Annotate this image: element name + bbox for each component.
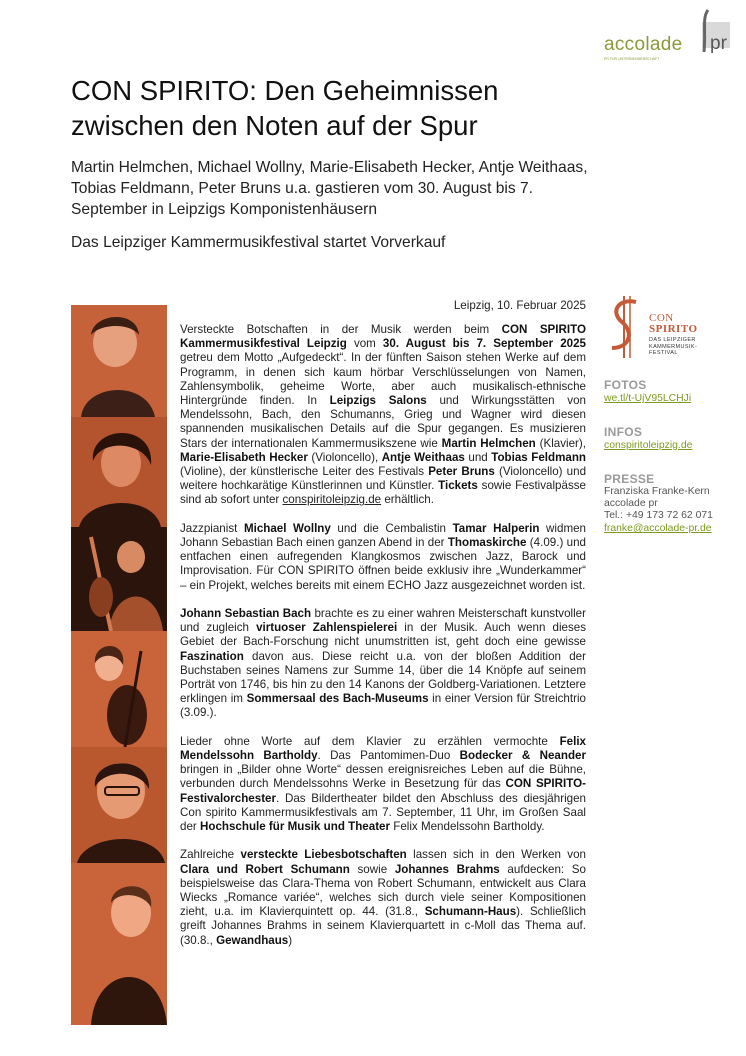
infos-heading: INFOS xyxy=(604,425,643,439)
presse-heading: PRESSE xyxy=(604,472,655,486)
logo-word: accolade xyxy=(604,34,683,55)
artist-photo xyxy=(71,747,167,863)
artist-photo xyxy=(71,417,167,527)
contact-sidebar xyxy=(604,296,740,535)
artist-photo xyxy=(71,527,167,631)
accolade-pr-logo xyxy=(604,6,736,62)
presse-email[interactable]: franke@accolade-pr.de xyxy=(604,523,712,534)
press-release-body xyxy=(180,323,586,962)
cs-logo-line2: SPIRITO xyxy=(649,323,698,335)
con-spirito-glyph-icon xyxy=(604,296,646,358)
artist-photo xyxy=(71,305,167,417)
paragraph: Versteckte Botschaften in der Musik werden beim CON SPIRITO Kammermusikfestival Leipzig vom 30. August bis 7. September 2025 getreu dem Motto „Aufgedeckt“. In der fünften Saison stehen Werke auf dem Programm, in denen sich kaum hörbar Verschlüsselungen von Namen, Zahlensymbolik, geheime Worte, aber auch musikalisch-ethnische Hintergründe finden. In Leipzigs Salons und Wirkungsstätten von Mendelssohn, Bach, den Schumanns, Grieg und Wagner wird diesen spannenden musikalischen Details auf die Spur gegangen. Es musizieren Stars der internationalen Kammermusikszene wie Martin Helmchen (Klavier), Marie-Elisabeth Hecker (Violoncello), Antje Weithaas und Tobias Feldmann (Violine), der künstlerische Leiter des Festivals Peter Bruns (Violoncello) und weitere hochkarätige Künstlerinnen und Künstler. Tickets sowie Festivalpässe sind ab sofort unter conspiritoleipzig.de erhältlich. xyxy=(180,323,587,507)
presse-org: accolade pr xyxy=(604,498,658,509)
fotos-link[interactable]: we.tl/t-UjV95LCHJi xyxy=(604,393,692,404)
artist-photo xyxy=(71,631,167,747)
artist-photo xyxy=(71,863,167,1025)
paragraph: Lieder ohne Worte auf dem Klavier zu erzählen vermochte Felix Mendelssohn Bartholdy. Das Pantomimen-Duo Bodecker & Neander bringen in „Bilder ohne Worte“ dessen ereignisreiches Leben auf die Bühne, verbunden durch Mendelssohns Werke in Besetzung für das CON SPIRITO-Festivalorchester. Das Bildertheater bildet den Abschluss des diesjährigen Con spirito Kammermusikfestivals am 7. September, 11 Uhr, im Großen Saal der Hochschule für Musik und Theater Felix Mendelssohn Bartholdy. xyxy=(180,734,586,834)
logo-tagline: PR FÜR UNTERNEHMERSCHAFT xyxy=(604,57,660,61)
paragraph: Johann Sebastian Bach brachte es zu einer wahren Meisterschaft kunstvoller und zugleich virtuoser Zahlenspielerei in der Musik. Auch wenn dieses Gebiet der Bach-Forschung nicht unumstritten ist, geht doch eine gewisse Faszination davon aus. Diese reicht u.a. von der bloßen Addition der Buchstaben seines Namens zur Summe 14, über die 14 Knöpfe auf seinem Porträt von 1746, bis hin zu den 14 Kanons der Goldberg-Variationen. Letztere erklingen im Sommersaal des Bach-Museums in einer Version für Streichtrio (3.09.). xyxy=(180,607,587,720)
infos-link[interactable]: conspiritoleipzig.de xyxy=(604,440,693,451)
tagline: Das Leipziger Kammermusikfestival startet Vorverkauf xyxy=(71,234,446,251)
paragraph: Zahlreiche versteckte Liebesbotschaften lassen sich in den Werken von Clara und Robert Schumann sowie Johannes Brahms aufdecken: So beispielsweise das Clara-Thema von Robert Schumann, entwickelt aus Clara Wiecks „Romance variée“, welches sich durch viele seiner Kompositionen zieht, u.a. im Klavierquintett op. 44. (31.8., Schumann-Haus). Schließlich greift Johannes Brahms in seinem Klavierquartett in c-Moll das Thema auf. (30.8., Gewandhaus) xyxy=(180,848,586,947)
con-spirito-logo xyxy=(604,296,740,358)
artist-photo-strip xyxy=(71,305,167,1025)
cs-logo-line1: CON xyxy=(649,312,674,324)
ticket-link[interactable]: conspiritoleipzig.de xyxy=(282,493,382,507)
logo-pr: pr xyxy=(710,33,727,54)
cs-logo-line3: DAS LEIPZIGER KAMMERMUSIK-FESTIVAL xyxy=(649,337,698,356)
paragraph: Jazzpianist Michael Wollny und die Cembalistin Tamar Halperin widmen Johann Sebastian Bach einen ganzen Abend in der Thomaskirche (4.09.) und entfachen einen aufregenden Klangkosmos zwischen Jazz, Barock und Improvisation. Für CON SPIRITO öffnen beide exklusiv ihre „Wunderkammer“ – ein Projekt, welches bereits mit einem ECHO Jazz ausgezeichnet worden ist. xyxy=(180,521,586,592)
subtitle: Martin Helmchen, Michael Wollny, Marie-Elisabeth Hecker, Antje Weithaas, Tobias Feldmann, Peter Bruns u.a. gastieren vom 30. August bis 7. September in Leipzigs Komponistenhäusern xyxy=(71,159,588,218)
presse-tel: Tel.: +49 173 72 62 071 xyxy=(604,510,713,521)
fotos-heading: FOTOS xyxy=(604,378,647,392)
presse-name: Franziska Franke-Kern xyxy=(604,486,710,497)
dateline: Leipzig, 10. Februar 2025 xyxy=(453,299,586,312)
page-title: CON SPIRITO: Den Geheimnissen zwischen den Noten auf der Spur xyxy=(71,75,499,141)
